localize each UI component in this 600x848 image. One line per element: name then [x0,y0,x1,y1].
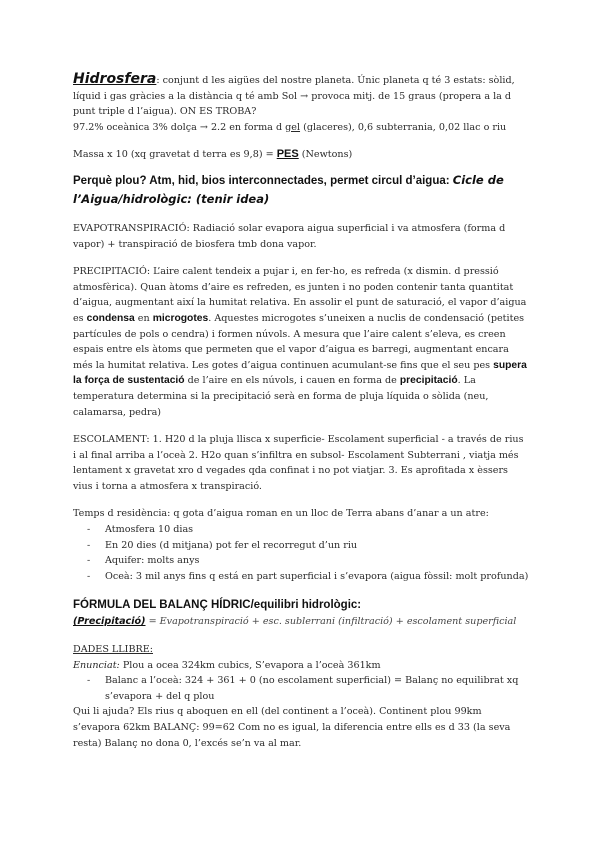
closing-paragraph: Qui li ajuda? Els rius q aboquen en ell (del continent a l’oceà). Continent plou 99km s’evapora 62km BALANÇ: 99=62 Com no es igual, la diferencia entre ells es d 33 (la seva resta) Balanç no dona 0, l’excés se’n va al mar. [73,706,511,749]
precip-bold-forca: supera la força de sustentació [73,359,527,387]
distribution-text-a: 97.2% oceànica 3% dolça → 2.2 en forma d [73,121,286,133]
precipitation-paragraph [73,264,529,420]
pes-word: PES [276,148,299,161]
mass-text: Massa x 10 (xq gravetat d terra es 9,8) = [73,149,277,161]
precip-text-2: en [134,312,153,324]
enunciat-text: Plou a ocea 324km cubics, S’evapora a l’oceà 361km [119,659,381,671]
cycle-heading [73,171,529,209]
evapotranspiration-paragraph: EVAPOTRANSPIRACIÓ: Radiació solar evapora aigua superficial i va atmosfera (forma d vapor) + transpiració de biosfera tmb dona vapor. [73,222,506,250]
document-title: Hidrosfera [73,71,157,87]
gel-word: gel [285,121,301,133]
residence-list [73,522,529,584]
list-item: - Balanc a l’oceà: 324 + 361 + 0 (no escolament superficial) = Balanç no equilibrat xq s’evapora + del q plou [73,673,529,704]
list-item: - Aquifer: molts anys [73,553,529,569]
distribution-text-b: (glaceres), 0,6 subterrania, 0,02 llac o riu [300,121,507,133]
enunciat-line [73,658,529,674]
precip-bold-condensa: condensa [86,312,135,324]
list-item: - Atmosfera 10 dias [73,522,529,538]
intro-paragraph [73,72,529,120]
formula-rest: = Evapotranspiració + esc. sublerrani (infiltració) + escolament superficial [145,616,517,628]
precip-text-5: . La temperatura determina si la precipitació serà en forma de pluja líquida o sòlida (neu, calamarsa, pedra) [73,375,489,418]
document-page [73,72,529,751]
precip-text-4: de l’aire en els núvols, i cauen en forma de [184,375,400,387]
water-distribution [73,120,529,136]
balance-heading: FÓRMULA DEL BALANÇ HÍDRIC/equilibri hidrològic: [73,599,362,612]
runoff-paragraph: ESCOLAMENT: 1. H20 d la pluja llisca x superficie- Escolament superficial - a través de rius i al final arriba a l’oceà 2. H2o quan s’infiltra en subsol- Escolament Subterrani , viatja més lentament x gravetat xro d vegades qda confinat i no pot viatjar. 3. Es aprofitada x èssers vius i torna a atmosfera x transpiració. [73,434,524,492]
precip-text-3: . Aquestes microgotes s’uneixen a nuclis de condensació (petites partícules de pols o cendra) i formen núvols. A mesura que l’aire calent s’eleva, es creen espais entre els àtoms que permeten que el vapor d’aigua es barregi, augmentant encara més la humitat relativa. Les gotes d’aigua continuen acumulant-se fins que el seu pes [73,312,525,371]
mass-unit: (Newtons) [298,149,353,161]
intro-text: : conjunt d les aigües del nostre planeta. Únic planeta q té 3 estats: sòlid, líquid i gas gràcies a la distància q té amb Sol → provoca mitj. de 15 graus (propera a la d punt triple d l’aigua). ON ES TROBA? [73,75,515,118]
list-item: - En 20 dies (d mitjana) pot fer el recorregut d’un riu [73,538,529,554]
balance-formula [73,614,529,630]
precip-text-1: PRECIPITACIÓ: L’aire calent tendeix a pujar i, en fer-ho, es refreda (x dismin. d pressió atmosfèrica). Quan àtoms d’aire es refreden, es junten i no poden contenir tanta quantitat d’aigua, augmentant així la humitat relativa. En assolir el punt de saturació, el vapor d’aigua es [73,266,527,324]
precip-bold-microgotes: microgotes [152,312,209,324]
formula-precipitation: (Precipitació) [73,616,146,628]
list-item: - Oceà: 3 mil anys fins q está en part superficial i s’evapora (aigua fòssil: molt profunda) [73,569,529,585]
cycle-heading-text: Perquè plou? Atm, hid, bios interconnectades, permet circul d’aigua: [73,174,453,187]
data-heading: DADES LLIBRE: [73,644,153,656]
balance-list [73,673,529,704]
enunciat-label: Enunciat: [73,659,120,671]
residence-intro: Temps d residència: q gota d’aigua roman en un lloc de Terra abans d’anar a un atre: [73,508,489,520]
mass-line [73,147,529,163]
cycle-heading-italic: Cicle de l’Aigua/hidrològic: (tenir idea) [73,172,504,206]
precip-bold-precipitacio: precipitació [399,375,458,387]
